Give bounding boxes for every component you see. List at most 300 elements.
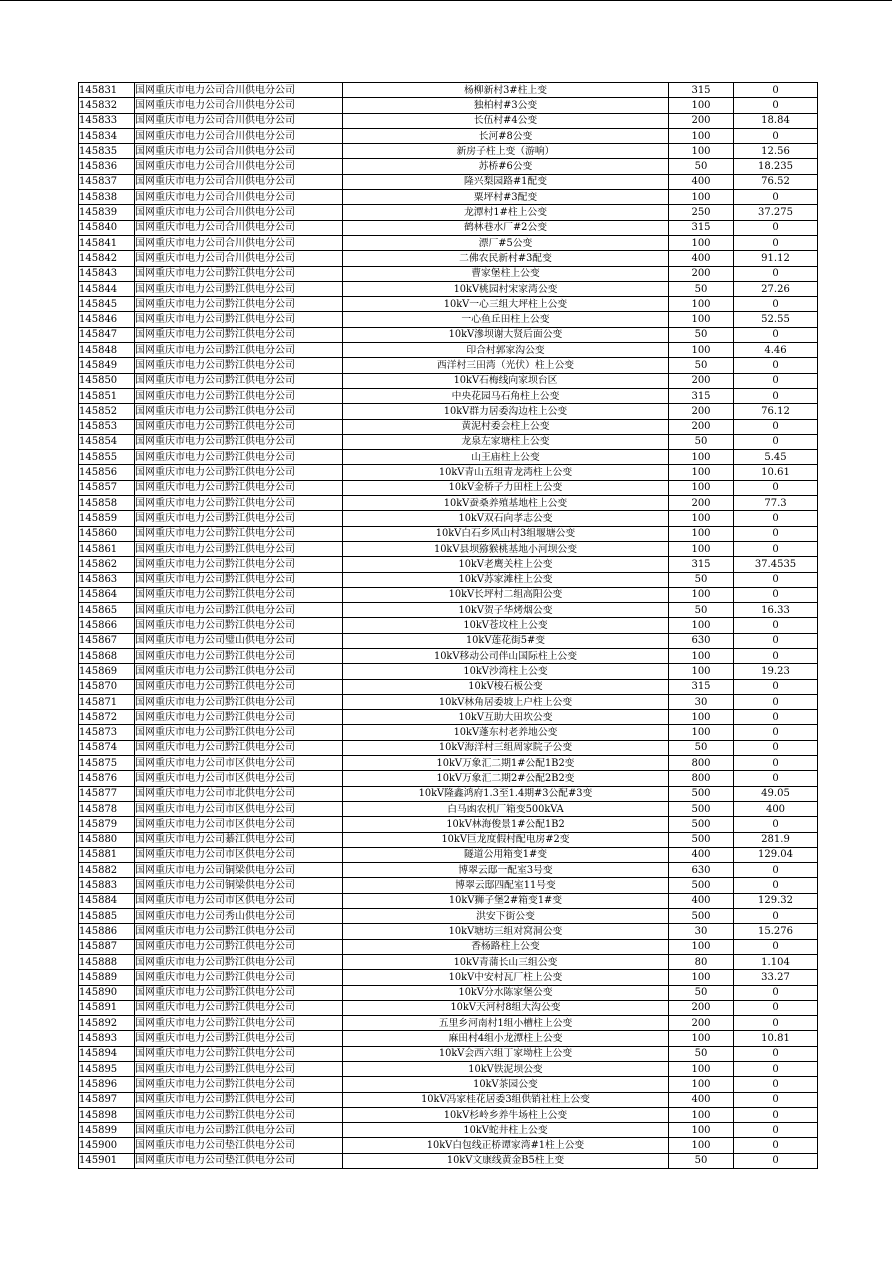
transformer-name-cell: 10kV老鹰关柱上公变 xyxy=(343,557,669,572)
company-cell: 国网重庆市电力公司黔江供电分公司 xyxy=(135,710,343,725)
record-id-cell: 145881 xyxy=(79,847,135,862)
capacity-cell: 100 xyxy=(669,1077,734,1092)
company-cell: 国网重庆市电力公司合川供电分公司 xyxy=(135,190,343,205)
capacity-cell: 100 xyxy=(669,587,734,602)
value-cell: 0 xyxy=(734,817,818,832)
company-cell: 国网重庆市电力公司黔江供电分公司 xyxy=(135,970,343,985)
value-cell: 0 xyxy=(734,1046,818,1061)
record-id-cell: 145847 xyxy=(79,327,135,342)
table-row xyxy=(79,648,818,663)
record-id-cell: 145877 xyxy=(79,786,135,801)
value-cell: 0 xyxy=(734,373,818,388)
value-cell: 18.235 xyxy=(734,159,818,174)
table-row xyxy=(79,205,818,220)
value-cell: 0 xyxy=(734,863,818,878)
table-row xyxy=(79,312,818,327)
company-cell: 国网重庆市电力公司合川供电分公司 xyxy=(135,159,343,174)
value-cell: 10.61 xyxy=(734,465,818,480)
company-cell: 国网重庆市电力公司黔江供电分公司 xyxy=(135,1046,343,1061)
record-id-cell: 145857 xyxy=(79,480,135,495)
value-cell: 0 xyxy=(734,541,818,556)
capacity-cell: 50 xyxy=(669,740,734,755)
value-cell: 0 xyxy=(734,83,818,98)
value-cell: 0 xyxy=(734,572,818,587)
transformer-name-cell: 10kV沙湾柱上公变 xyxy=(343,664,669,679)
record-id-cell: 145897 xyxy=(79,1092,135,1107)
company-cell: 国网重庆市电力公司黔江供电分公司 xyxy=(135,526,343,541)
transformer-name-cell: 黄泥村委会柱上公变 xyxy=(343,419,669,434)
value-cell: 281.9 xyxy=(734,832,818,847)
table-row xyxy=(79,572,818,587)
record-id-cell: 145832 xyxy=(79,98,135,113)
value-cell: 10.81 xyxy=(734,1031,818,1046)
record-id-cell: 145844 xyxy=(79,281,135,296)
value-cell: 49.05 xyxy=(734,786,818,801)
capacity-cell: 50 xyxy=(669,327,734,342)
record-id-cell: 145860 xyxy=(79,526,135,541)
transformer-name-cell: 10kV会西六组丁家坳柱上公变 xyxy=(343,1046,669,1061)
value-cell: 37.4535 xyxy=(734,557,818,572)
value-cell: 0 xyxy=(734,1016,818,1031)
table-row xyxy=(79,251,818,266)
record-id-cell: 145834 xyxy=(79,128,135,143)
company-cell: 国网重庆市电力公司黔江供电分公司 xyxy=(135,511,343,526)
capacity-cell: 500 xyxy=(669,801,734,816)
capacity-cell: 100 xyxy=(669,648,734,663)
company-cell: 国网重庆市电力公司黔江供电分公司 xyxy=(135,618,343,633)
table-row xyxy=(79,893,818,908)
transformer-name-cell: 10kV长坪村二组高阳公变 xyxy=(343,587,669,602)
transformer-name-cell: 曹家堡柱上公变 xyxy=(343,266,669,281)
table-row xyxy=(79,1138,818,1153)
record-id-cell: 145873 xyxy=(79,725,135,740)
capacity-cell: 100 xyxy=(669,98,734,113)
value-cell: 0 xyxy=(734,756,818,771)
record-id-cell: 145884 xyxy=(79,893,135,908)
capacity-cell: 400 xyxy=(669,174,734,189)
value-cell: 0 xyxy=(734,480,818,495)
company-cell: 国网重庆市电力公司黔江供电分公司 xyxy=(135,679,343,694)
value-cell: 76.12 xyxy=(734,404,818,419)
record-id-cell: 145861 xyxy=(79,541,135,556)
capacity-cell: 100 xyxy=(669,312,734,327)
capacity-cell: 100 xyxy=(669,190,734,205)
company-cell: 国网重庆市电力公司黔江供电分公司 xyxy=(135,480,343,495)
record-id-cell: 145870 xyxy=(79,679,135,694)
record-id-cell: 145872 xyxy=(79,710,135,725)
transformer-name-cell: 10kV石梅线向家坝台区 xyxy=(343,373,669,388)
capacity-cell: 100 xyxy=(669,343,734,358)
company-cell: 国网重庆市电力公司黔江供电分公司 xyxy=(135,1016,343,1031)
table-row xyxy=(79,801,818,816)
value-cell: 0 xyxy=(734,128,818,143)
record-id-cell: 145880 xyxy=(79,832,135,847)
capacity-cell: 100 xyxy=(669,939,734,954)
value-cell: 52.55 xyxy=(734,312,818,327)
transformer-name-cell: 麻田村4组小龙潭柱上公变 xyxy=(343,1031,669,1046)
table-row xyxy=(79,985,818,1000)
value-cell: 400 xyxy=(734,801,818,816)
capacity-cell: 315 xyxy=(669,557,734,572)
company-cell: 国网重庆市电力公司市区供电分公司 xyxy=(135,847,343,862)
capacity-cell: 400 xyxy=(669,847,734,862)
value-cell: 12.56 xyxy=(734,144,818,159)
record-id-cell: 145869 xyxy=(79,664,135,679)
record-id-cell: 145875 xyxy=(79,756,135,771)
company-cell: 国网重庆市电力公司黔江供电分公司 xyxy=(135,388,343,403)
company-cell: 国网重庆市电力公司黔江供电分公司 xyxy=(135,297,343,312)
company-cell: 国网重庆市电力公司黔江供电分公司 xyxy=(135,1107,343,1122)
capacity-cell: 100 xyxy=(669,1031,734,1046)
value-cell: 15.276 xyxy=(734,924,818,939)
record-id-cell: 145896 xyxy=(79,1077,135,1092)
transformer-name-cell: 10kV林海俊景1#公配1B2 xyxy=(343,817,669,832)
capacity-cell: 100 xyxy=(669,1123,734,1138)
transformer-name-cell: 10kV青蒲长山三组公变 xyxy=(343,954,669,969)
company-cell: 国网重庆市电力公司黔江供电分公司 xyxy=(135,358,343,373)
company-cell: 国网重庆市电力公司黔江供电分公司 xyxy=(135,1077,343,1092)
record-id-cell: 145851 xyxy=(79,388,135,403)
company-cell: 国网重庆市电力公司黔江供电分公司 xyxy=(135,740,343,755)
record-id-cell: 145856 xyxy=(79,465,135,480)
value-cell: 19.23 xyxy=(734,664,818,679)
capacity-cell: 50 xyxy=(669,603,734,618)
transformer-name-cell: 新房子柱上变（游响） xyxy=(343,144,669,159)
company-cell: 国网重庆市电力公司垫江供电分公司 xyxy=(135,1138,343,1153)
transformer-name-cell: 五里乡河南村1组小槽柱上公变 xyxy=(343,1016,669,1031)
company-cell: 国网重庆市电力公司黔江供电分公司 xyxy=(135,434,343,449)
capacity-cell: 315 xyxy=(669,83,734,98)
transformer-name-cell: 10kV冯家桂花居委3组供销社柱上公变 xyxy=(343,1092,669,1107)
capacity-cell: 100 xyxy=(669,511,734,526)
capacity-cell: 50 xyxy=(669,159,734,174)
value-cell: 0 xyxy=(734,235,818,250)
table-row xyxy=(79,618,818,633)
record-id-cell: 145886 xyxy=(79,924,135,939)
company-cell: 国网重庆市电力公司黔江供电分公司 xyxy=(135,603,343,618)
record-id-cell: 145842 xyxy=(79,251,135,266)
record-id-cell: 145865 xyxy=(79,603,135,618)
table-row xyxy=(79,756,818,771)
table-row xyxy=(79,526,818,541)
company-cell: 国网重庆市电力公司秀山供电分公司 xyxy=(135,909,343,924)
value-cell: 0 xyxy=(734,909,818,924)
record-id-cell: 145839 xyxy=(79,205,135,220)
transformer-name-cell: 隧道公用箱变1#变 xyxy=(343,847,669,862)
capacity-cell: 100 xyxy=(669,710,734,725)
capacity-cell: 500 xyxy=(669,909,734,924)
capacity-cell: 100 xyxy=(669,480,734,495)
capacity-cell: 200 xyxy=(669,1000,734,1015)
record-id-cell: 145831 xyxy=(79,83,135,98)
value-cell: 1.104 xyxy=(734,954,818,969)
table-row xyxy=(79,1062,818,1077)
capacity-cell: 50 xyxy=(669,281,734,296)
table-row xyxy=(79,327,818,342)
record-id-cell: 145855 xyxy=(79,450,135,465)
record-id-cell: 145874 xyxy=(79,740,135,755)
transformer-name-cell: 苏桥#6公变 xyxy=(343,159,669,174)
capacity-cell: 200 xyxy=(669,419,734,434)
company-cell: 国网重庆市电力公司黔江供电分公司 xyxy=(135,343,343,358)
table-row xyxy=(79,1016,818,1031)
value-cell: 0 xyxy=(734,297,818,312)
table-row xyxy=(79,128,818,143)
value-cell: 0 xyxy=(734,190,818,205)
record-id-cell: 145882 xyxy=(79,863,135,878)
table-row xyxy=(79,679,818,694)
record-id-cell: 145864 xyxy=(79,587,135,602)
transformer-table xyxy=(78,82,818,1169)
company-cell: 国网重庆市电力公司黔江供电分公司 xyxy=(135,312,343,327)
capacity-cell: 400 xyxy=(669,893,734,908)
value-cell: 0 xyxy=(734,220,818,235)
record-id-cell: 145891 xyxy=(79,1000,135,1015)
record-id-cell: 145895 xyxy=(79,1062,135,1077)
company-cell: 国网重庆市电力公司合川供电分公司 xyxy=(135,98,343,113)
record-id-cell: 145887 xyxy=(79,939,135,954)
value-cell: 0 xyxy=(734,1092,818,1107)
table-row xyxy=(79,725,818,740)
company-cell: 国网重庆市电力公司黔江供电分公司 xyxy=(135,648,343,663)
company-cell: 国网重庆市电力公司黔江供电分公司 xyxy=(135,1062,343,1077)
table-row xyxy=(79,970,818,985)
transformer-name-cell: 10kV双石向孝志公变 xyxy=(343,511,669,526)
table-row xyxy=(79,740,818,755)
capacity-cell: 100 xyxy=(669,144,734,159)
transformer-name-cell: 长河#8公变 xyxy=(343,128,669,143)
record-id-cell: 145836 xyxy=(79,159,135,174)
transformer-name-cell: 10kV海洋村三组周家院子公变 xyxy=(343,740,669,755)
transformer-name-cell: 10kV金桥子力田柱上公变 xyxy=(343,480,669,495)
transformer-name-cell: 独柏村#3公变 xyxy=(343,98,669,113)
capacity-cell: 500 xyxy=(669,817,734,832)
table-row xyxy=(79,358,818,373)
value-cell: 4.46 xyxy=(734,343,818,358)
table-row xyxy=(79,511,818,526)
transformer-name-cell: 粟坪村#3配变 xyxy=(343,190,669,205)
table-row xyxy=(79,603,818,618)
transformer-name-cell: 隆兴梨园路#1配变 xyxy=(343,174,669,189)
transformer-name-cell: 10kV塘坊三组对窝洞公变 xyxy=(343,924,669,939)
value-cell: 0 xyxy=(734,511,818,526)
value-cell: 0 xyxy=(734,587,818,602)
value-cell: 0 xyxy=(734,1077,818,1092)
capacity-cell: 30 xyxy=(669,694,734,709)
capacity-cell: 200 xyxy=(669,1016,734,1031)
transformer-name-cell: 10kV万象汇二期2#公配2B2变 xyxy=(343,771,669,786)
record-id-cell: 145885 xyxy=(79,909,135,924)
capacity-cell: 100 xyxy=(669,465,734,480)
transformer-name-cell: 10kV天河村8组大沟公变 xyxy=(343,1000,669,1015)
value-cell: 77.3 xyxy=(734,496,818,511)
value-cell: 27.26 xyxy=(734,281,818,296)
record-id-cell: 145899 xyxy=(79,1123,135,1138)
value-cell: 0 xyxy=(734,434,818,449)
transformer-name-cell: 10kV中安村瓦厂柱上公变 xyxy=(343,970,669,985)
capacity-cell: 315 xyxy=(669,679,734,694)
capacity-cell: 50 xyxy=(669,1046,734,1061)
table-row xyxy=(79,939,818,954)
transformer-name-cell: 洪安下街公变 xyxy=(343,909,669,924)
value-cell: 129.32 xyxy=(734,893,818,908)
record-id-cell: 145852 xyxy=(79,404,135,419)
capacity-cell: 250 xyxy=(669,205,734,220)
transformer-name-cell: 山王庙柱上公变 xyxy=(343,450,669,465)
transformer-name-cell: 10kV文康线黄金B5柱上变 xyxy=(343,1153,669,1168)
transformer-name-cell: 10kV分水陈家堡公变 xyxy=(343,985,669,1000)
capacity-cell: 500 xyxy=(669,878,734,893)
company-cell: 国网重庆市电力公司黔江供电分公司 xyxy=(135,694,343,709)
transformer-name-cell: 10kV互助大田坎公变 xyxy=(343,710,669,725)
value-cell: 0 xyxy=(734,419,818,434)
capacity-cell: 100 xyxy=(669,297,734,312)
table-row xyxy=(79,373,818,388)
company-cell: 国网重庆市电力公司黔江供电分公司 xyxy=(135,985,343,1000)
record-id-cell: 145898 xyxy=(79,1107,135,1122)
capacity-cell: 200 xyxy=(669,496,734,511)
record-id-cell: 145878 xyxy=(79,801,135,816)
transformer-name-cell: 10kV群力居委沟边柱上公变 xyxy=(343,404,669,419)
company-cell: 国网重庆市电力公司黔江供电分公司 xyxy=(135,450,343,465)
capacity-cell: 200 xyxy=(669,373,734,388)
record-id-cell: 145845 xyxy=(79,297,135,312)
value-cell: 0 xyxy=(734,648,818,663)
record-id-cell: 145863 xyxy=(79,572,135,587)
capacity-cell: 30 xyxy=(669,924,734,939)
capacity-cell: 100 xyxy=(669,1138,734,1153)
record-id-cell: 145871 xyxy=(79,694,135,709)
company-cell: 国网重庆市电力公司黔江供电分公司 xyxy=(135,266,343,281)
transformer-name-cell: 漂厂#5公变 xyxy=(343,235,669,250)
value-cell: 0 xyxy=(734,98,818,113)
table-row xyxy=(79,113,818,128)
transformer-name-cell: 10kV蓬东村老养地公变 xyxy=(343,725,669,740)
value-cell: 0 xyxy=(734,1138,818,1153)
company-cell: 国网重庆市电力公司黔江供电分公司 xyxy=(135,572,343,587)
record-id-cell: 145843 xyxy=(79,266,135,281)
value-cell: 76.52 xyxy=(734,174,818,189)
table-row xyxy=(79,1107,818,1122)
company-cell: 国网重庆市电力公司合川供电分公司 xyxy=(135,235,343,250)
record-id-cell: 145900 xyxy=(79,1138,135,1153)
transformer-name-cell: 白马凼农机厂箱变500kVA xyxy=(343,801,669,816)
transformer-name-cell: 10kV滲坝谢大贤后面公变 xyxy=(343,327,669,342)
transformer-name-cell: 西洋村三田湾（光伏）柱上公变 xyxy=(343,358,669,373)
company-cell: 国网重庆市电力公司铜梁供电分公司 xyxy=(135,878,343,893)
value-cell: 0 xyxy=(734,266,818,281)
record-id-cell: 145888 xyxy=(79,954,135,969)
record-id-cell: 145838 xyxy=(79,190,135,205)
company-cell: 国网重庆市电力公司市区供电分公司 xyxy=(135,771,343,786)
company-cell: 国网重庆市电力公司黔江供电分公司 xyxy=(135,1031,343,1046)
value-cell: 0 xyxy=(734,694,818,709)
table-row xyxy=(79,1092,818,1107)
transformer-name-cell: 中央花园马石角柱上公变 xyxy=(343,388,669,403)
value-cell: 0 xyxy=(734,1123,818,1138)
capacity-cell: 100 xyxy=(669,664,734,679)
table-row xyxy=(79,694,818,709)
transformer-name-cell: 10kV贺子华烤烟公变 xyxy=(343,603,669,618)
table-row xyxy=(79,465,818,480)
capacity-cell: 800 xyxy=(669,756,734,771)
company-cell: 国网重庆市电力公司黔江供电分公司 xyxy=(135,664,343,679)
value-cell: 129.04 xyxy=(734,847,818,862)
table-row xyxy=(79,924,818,939)
capacity-cell: 80 xyxy=(669,954,734,969)
company-cell: 国网重庆市电力公司黔江供电分公司 xyxy=(135,1000,343,1015)
table-row xyxy=(79,954,818,969)
company-cell: 国网重庆市电力公司市区供电分公司 xyxy=(135,801,343,816)
record-id-cell: 145868 xyxy=(79,648,135,663)
value-cell: 0 xyxy=(734,710,818,725)
table-row xyxy=(79,388,818,403)
transformer-name-cell: 杨柳新村3#柱上变 xyxy=(343,83,669,98)
table-row xyxy=(79,343,818,358)
table-row xyxy=(79,1123,818,1138)
company-cell: 国网重庆市电力公司合川供电分公司 xyxy=(135,144,343,159)
table-row xyxy=(79,664,818,679)
company-cell: 国网重庆市电力公司黔江供电分公司 xyxy=(135,924,343,939)
table-row xyxy=(79,878,818,893)
value-cell: 0 xyxy=(734,939,818,954)
table-row xyxy=(79,297,818,312)
capacity-cell: 100 xyxy=(669,235,734,250)
table-row xyxy=(79,266,818,281)
record-id-cell: 145859 xyxy=(79,511,135,526)
capacity-cell: 630 xyxy=(669,863,734,878)
value-cell: 0 xyxy=(734,358,818,373)
record-id-cell: 145862 xyxy=(79,557,135,572)
record-id-cell: 145879 xyxy=(79,817,135,832)
record-id-cell: 145837 xyxy=(79,174,135,189)
table-row xyxy=(79,817,818,832)
table-row xyxy=(79,404,818,419)
table-row xyxy=(79,174,818,189)
transformer-name-cell: 香杨路柱上公变 xyxy=(343,939,669,954)
transformer-name-cell: 10kV苏家滩柱上公变 xyxy=(343,572,669,587)
transformer-name-cell: 10kV白包线正桥谭家湾#1柱上公变 xyxy=(343,1138,669,1153)
record-id-cell: 145850 xyxy=(79,373,135,388)
value-cell: 0 xyxy=(734,679,818,694)
table-row xyxy=(79,633,818,648)
record-id-cell: 145835 xyxy=(79,144,135,159)
value-cell: 0 xyxy=(734,618,818,633)
company-cell: 国网重庆市电力公司黔江供电分公司 xyxy=(135,1092,343,1107)
company-cell: 国网重庆市电力公司合川供电分公司 xyxy=(135,220,343,235)
table-row xyxy=(79,190,818,205)
company-cell: 国网重庆市电力公司黔江供电分公司 xyxy=(135,419,343,434)
record-id-cell: 145892 xyxy=(79,1016,135,1031)
capacity-cell: 50 xyxy=(669,1153,734,1168)
record-id-cell: 145840 xyxy=(79,220,135,235)
transformer-name-cell: 10kV铁泥坝公变 xyxy=(343,1062,669,1077)
capacity-cell: 400 xyxy=(669,1092,734,1107)
capacity-cell: 50 xyxy=(669,358,734,373)
table-row xyxy=(79,832,818,847)
transformer-name-cell: 印合村郭家沟公变 xyxy=(343,343,669,358)
capacity-cell: 50 xyxy=(669,572,734,587)
value-cell: 16.33 xyxy=(734,603,818,618)
page-top-rule xyxy=(0,0,892,1)
transformer-name-cell: 10kV青山五组青龙湾柱上公变 xyxy=(343,465,669,480)
table-row xyxy=(79,1153,818,1168)
table-row xyxy=(79,710,818,725)
capacity-cell: 800 xyxy=(669,771,734,786)
capacity-cell: 100 xyxy=(669,450,734,465)
company-cell: 国网重庆市电力公司黔江供电分公司 xyxy=(135,281,343,296)
table-row xyxy=(79,281,818,296)
